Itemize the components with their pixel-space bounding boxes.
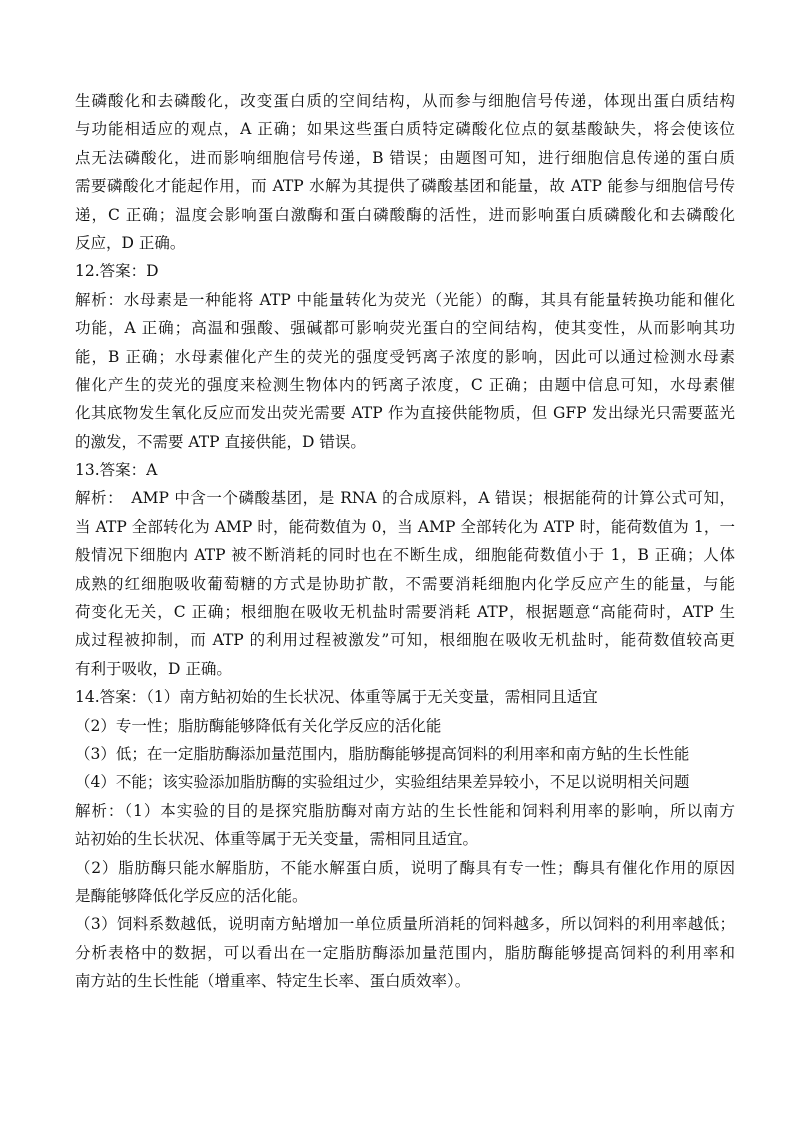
text-line: 反应，D 正确。 xyxy=(75,233,186,252)
text-line: 递，C 正确；温度会影响蛋白激酶和蛋白磷酸酶的活性，进而影响蛋白质磷酸化和去磷酸化 xyxy=(75,205,735,224)
text-line: 当 ATP 全部转化为 AMP 时，能荷数值为 0，当 AMP 全部转化为 ATP 时，能荷数值为 1，一 xyxy=(75,517,735,536)
text-line: 解析：水母素是一种能将 ATP 中能量转化为荧光（光能）的酶，其具有能量转换功能和催化 xyxy=(75,290,735,309)
text-line: 南方站的生长性能（增重率、特定生长率、蛋白质效率）。 xyxy=(75,972,471,991)
document-body xyxy=(75,87,735,996)
text-line: 解析： AMP 中含一个磷酸基团，是 RNA 的合成原料，A 错误；根据能荷的计算公式可知， xyxy=(75,489,735,508)
text-line: （4）不能；该实验添加脂肪酶的实验组过少，实验组结果差异较小，不足以说明相关问题 xyxy=(75,773,690,792)
text-line: 化其底物发生氧化反应而发出荧光需要 ATP 作为直接供能物质，但 GFP 发出绿光只需要蓝光 xyxy=(75,404,735,423)
text-line: 有利于吸收，D 正确。 xyxy=(75,659,232,678)
text-line: 催化产生的荧光的强度来检测生物体内的钙离子浓度，C 正确；由题中信息可知，水母素催 xyxy=(75,375,735,394)
text-line: 12.答案：D xyxy=(75,262,159,281)
text-line: 与功能相适应的观点，A 正确；如果这些蛋白质特定磷酸化位点的氨基酸缺失，将会使该位 xyxy=(75,120,735,139)
text-line: （3）饲料系数越低，说明南方鲇增加一单位质量所消耗的饲料越多，所以饲料的利用率越低； xyxy=(75,915,735,934)
text-line: 成过程被抑制，而 ATP 的利用过程被激发”可知，根细胞在吸收无机盐时，能荷数值较高更 xyxy=(75,631,735,650)
text-line: （3）低；在一定脂肪酶添加量范围内，脂肪酶能够提高饲料的利用率和南方鲇的生长性能 xyxy=(75,744,690,763)
text-line: 成熟的红细胞吸收葡萄糖的方式是协助扩散，不需要消耗细胞内化学反应产生的能量，与能 xyxy=(75,574,735,593)
text-line: 是酶能够降低化学反应的活化能。 xyxy=(75,886,308,905)
text-line: 般情况下细胞内 ATP 被不断消耗的同时也在不断生成，细胞能荷数值小于 1，B 正确；人体 xyxy=(75,546,735,565)
text-line: 点无法磷酸化，进而影响细胞信号传递，B 错误；由题图可知，进行细胞信息传递的蛋白质 xyxy=(75,148,735,167)
text-line: 14.答案：（1）南方鲇初始的生长状况、体重等属于无关变量，需相同且适宜 xyxy=(75,688,598,707)
text-line: 分析表格中的数据，可以看出在一定脂肪酶添加量范围内，脂肪酶能够提高饲料的利用率和 xyxy=(75,943,735,962)
text-line: 生磷酸化和去磷酸化，改变蛋白质的空间结构，从而参与细胞信号传递，体现出蛋白质结构 xyxy=(75,92,735,110)
text-line: 的激发，不需要 ATP 直接供能，D 错误。 xyxy=(75,432,366,451)
text-line: 站初始的生长状况、体重等属于无关变量，需相同且适宜。 xyxy=(75,830,479,849)
text-line: 功能，A 正确；高温和强酸、强碱都可影响荧光蛋白的空间结构，使其变性，从而影响其功 xyxy=(75,319,735,338)
text-line: 荷变化无关，C 正确；根细胞在吸收无机盐时需要消耗 ATP，根据题意“高能荷时，ATP 生 xyxy=(75,603,735,622)
text-line: 13.答案：A xyxy=(75,461,158,480)
text-line: 解析：（1）本实验的目的是探究脂肪酶对南方站的生长性能和饲料利用率的影响，所以南方 xyxy=(75,801,735,820)
text-line: （2）专一性；脂肪酶能够降低有关化学反应的活化能 xyxy=(75,716,442,735)
text-line: 需要磷酸化才能起作用，而 ATP 水解为其提供了磷酸基团和能量，故 ATP 能参与细胞信号传 xyxy=(75,177,735,196)
text-line: （2）脂肪酶只能水解脂肪，不能水解蛋白质，说明了酶具有专一性；酶具有催化作用的原因 xyxy=(75,858,735,877)
text-line: 能，B 正确；水母素催化产生的荧光的强度受钙离子浓度的影响，因此可以通过检测水母素 xyxy=(75,347,735,366)
